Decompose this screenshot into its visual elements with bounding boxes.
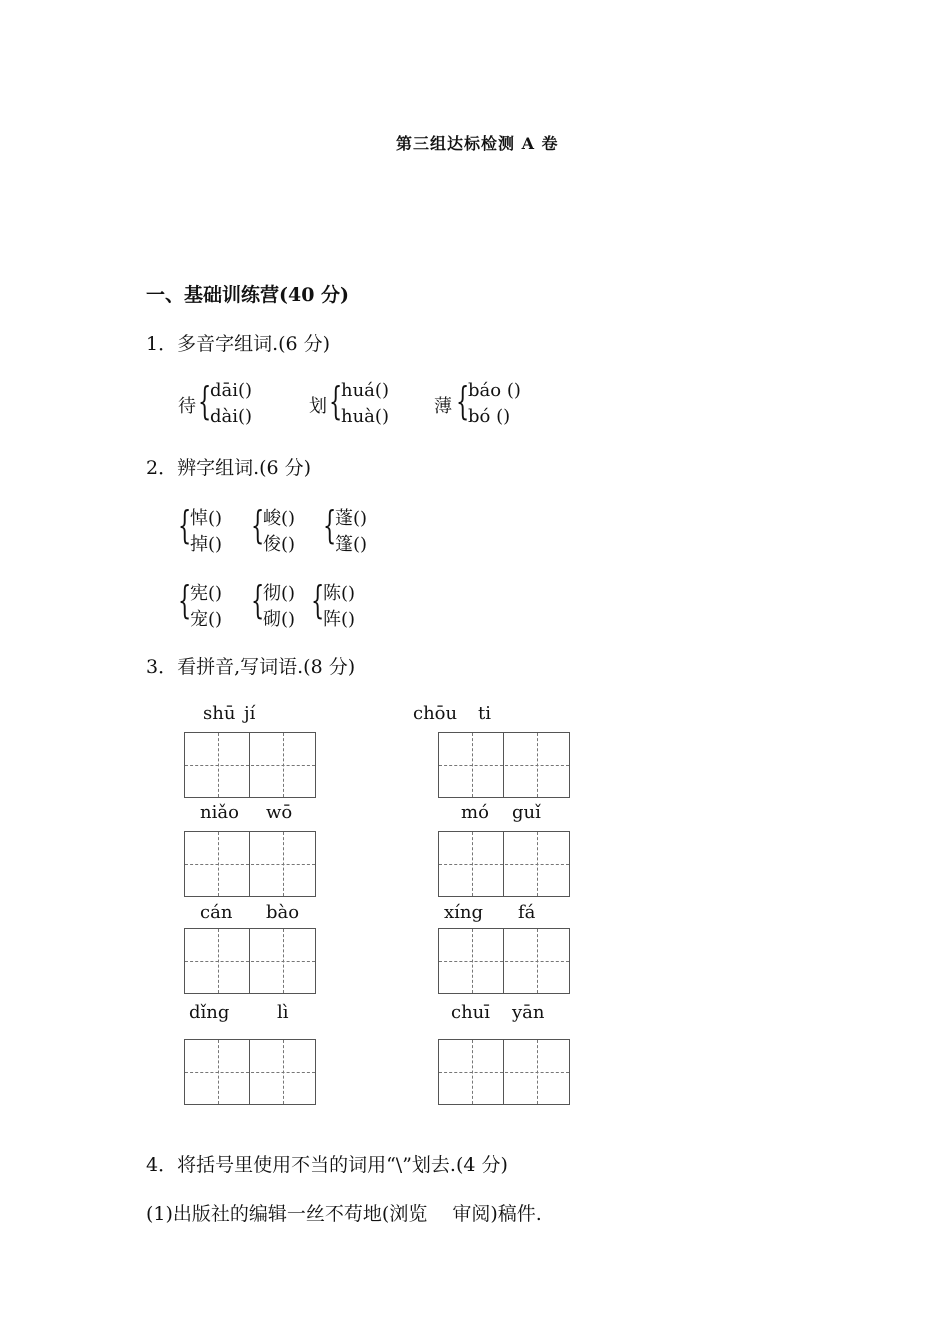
- polyphone-top: huá(): [341, 380, 389, 401]
- section-heading: 一、基础训练营(40 分): [146, 284, 350, 306]
- pinyin: bào: [266, 902, 300, 923]
- pinyin: chōu: [413, 703, 458, 724]
- pinyin: fá: [518, 902, 536, 923]
- char-bottom: 俊(): [263, 534, 296, 555]
- writing-grid[interactable]: [184, 831, 316, 897]
- writing-grid[interactable]: [184, 1039, 316, 1105]
- brace-icon: {: [178, 503, 192, 547]
- writing-grid[interactable]: [184, 732, 316, 798]
- char-bottom: 掉(): [190, 534, 223, 555]
- writing-grid[interactable]: [184, 928, 316, 994]
- question-4-item-1: (1)出版社的编辑一丝不苟地(浏览 审阅)稿件.: [146, 1203, 542, 1225]
- polyphone-bottom: bó (): [468, 406, 511, 427]
- pinyin: cán: [200, 902, 233, 923]
- char-top: 陈(): [323, 583, 356, 604]
- brace-icon: {: [311, 578, 325, 622]
- polyphone-char: 薄: [434, 396, 452, 417]
- char-bottom: 砌(): [263, 609, 296, 630]
- question-2-label: 2．辨字组词.(6 分): [146, 457, 312, 479]
- pinyin: xíng: [444, 902, 484, 923]
- pinyin: jí: [244, 703, 256, 724]
- pinyin: yān: [512, 1002, 545, 1023]
- polyphone-top: báo (): [468, 380, 521, 401]
- brace-icon: {: [456, 379, 470, 423]
- polyphone-char: 划: [309, 396, 327, 417]
- writing-grid[interactable]: [438, 732, 570, 798]
- char-top: 蓬(): [335, 508, 368, 529]
- brace-icon: {: [251, 503, 265, 547]
- pinyin: niǎo: [200, 802, 239, 823]
- brace-icon: {: [198, 379, 212, 423]
- brace-icon: {: [178, 578, 192, 622]
- polyphone-bottom: huà(): [341, 406, 389, 427]
- char-top: 彻(): [263, 583, 296, 604]
- writing-grid[interactable]: [438, 831, 570, 897]
- polyphone-top: dāi(): [210, 380, 253, 401]
- brace-icon: {: [329, 379, 343, 423]
- char-bottom: 篷(): [335, 534, 368, 555]
- char-bottom: 阵(): [323, 609, 356, 630]
- pinyin: mó: [461, 802, 489, 823]
- char-top: 悼(): [190, 508, 223, 529]
- pinyin: shū: [203, 703, 236, 724]
- question-4-label: 4．将括号里使用不当的词用“\”划去.(4 分): [146, 1154, 508, 1176]
- pinyin: guǐ: [512, 802, 541, 823]
- polyphone-bottom: dài(): [210, 406, 253, 427]
- pinyin: wō: [266, 802, 293, 823]
- char-top: 宪(): [190, 583, 223, 604]
- char-bottom: 宠(): [190, 609, 223, 630]
- brace-icon: {: [251, 578, 265, 622]
- pinyin: chuī: [451, 1002, 491, 1023]
- question-3-label: 3．看拼音,写词语.(8 分): [146, 656, 356, 678]
- pinyin: ti: [478, 703, 491, 724]
- page-title: 第三组达标检测 A 卷: [396, 134, 559, 153]
- char-top: 峻(): [263, 508, 296, 529]
- writing-grid[interactable]: [438, 928, 570, 994]
- question-1-label: 1．多音字组词.(6 分): [146, 333, 331, 355]
- brace-icon: {: [323, 503, 337, 547]
- writing-grid[interactable]: [438, 1039, 570, 1105]
- pinyin: lì: [277, 1002, 289, 1023]
- polyphone-char: 待: [178, 396, 196, 417]
- pinyin: dǐng: [189, 1002, 230, 1023]
